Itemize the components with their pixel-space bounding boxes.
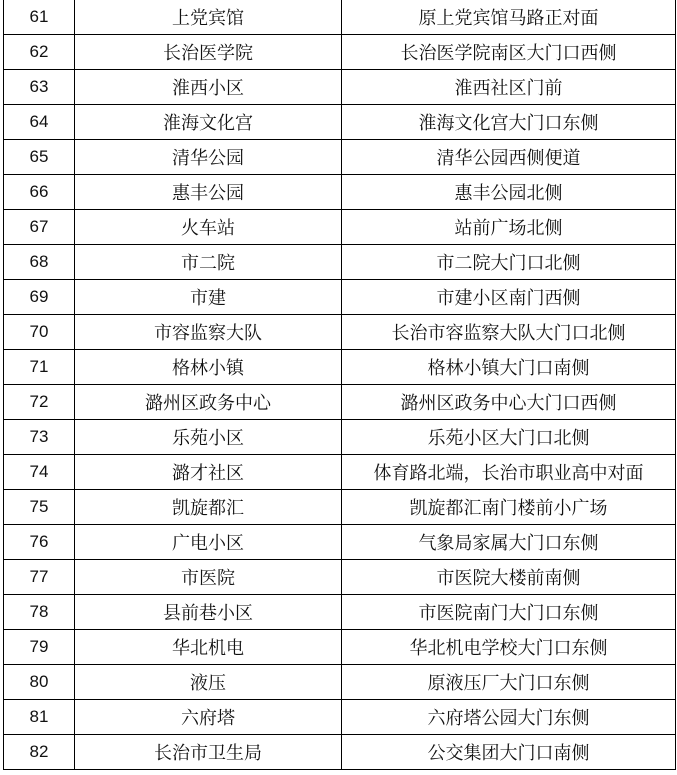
stop-location-table	[3, 0, 676, 770]
row-number-cell: 68	[4, 245, 75, 280]
stop-location-cell: 凯旋都汇南门楼前小广场	[342, 490, 676, 525]
stop-name-cell: 淮海文化宫	[75, 105, 342, 140]
table-row	[4, 175, 676, 210]
stop-name-cell: 市建	[75, 280, 342, 315]
stop-name-cell: 淮西小区	[75, 70, 342, 105]
table-row	[4, 700, 676, 735]
row-number-cell: 61	[4, 0, 75, 35]
stop-name-cell: 市二院	[75, 245, 342, 280]
stop-location-cell: 体育路北端，长治市职业高中对面	[342, 455, 676, 490]
row-number-cell: 75	[4, 490, 75, 525]
row-number-cell: 64	[4, 105, 75, 140]
row-number-cell: 73	[4, 420, 75, 455]
row-number-cell: 81	[4, 700, 75, 735]
stop-location-cell: 站前广场北侧	[342, 210, 676, 245]
stop-name-cell: 潞州区政务中心	[75, 385, 342, 420]
table-body	[4, 0, 676, 770]
stop-name-cell: 广电小区	[75, 525, 342, 560]
row-number-cell: 77	[4, 560, 75, 595]
stop-name-cell: 火车站	[75, 210, 342, 245]
table-row	[4, 210, 676, 245]
row-number-cell: 65	[4, 140, 75, 175]
row-number-cell: 69	[4, 280, 75, 315]
table-row	[4, 35, 676, 70]
table-row	[4, 735, 676, 770]
row-number-cell: 67	[4, 210, 75, 245]
row-number-cell: 74	[4, 455, 75, 490]
stop-name-cell: 潞才社区	[75, 455, 342, 490]
table-row	[4, 280, 676, 315]
table-row	[4, 490, 676, 525]
table-row	[4, 525, 676, 560]
table-row	[4, 595, 676, 630]
table-row	[4, 105, 676, 140]
stop-name-cell: 六府塔	[75, 700, 342, 735]
row-number-cell: 70	[4, 315, 75, 350]
row-number-cell: 78	[4, 595, 75, 630]
stop-table-container	[3, 0, 676, 770]
stop-name-cell: 市医院	[75, 560, 342, 595]
table-row	[4, 630, 676, 665]
table-row	[4, 0, 676, 35]
stop-location-cell: 格林小镇大门口南侧	[342, 350, 676, 385]
stop-location-cell: 六府塔公园大门东侧	[342, 700, 676, 735]
table-row	[4, 70, 676, 105]
row-number-cell: 76	[4, 525, 75, 560]
table-row	[4, 420, 676, 455]
stop-name-cell: 凯旋都汇	[75, 490, 342, 525]
table-row	[4, 385, 676, 420]
stop-name-cell: 乐苑小区	[75, 420, 342, 455]
stop-location-cell: 清华公园西侧便道	[342, 140, 676, 175]
row-number-cell: 82	[4, 735, 75, 770]
row-number-cell: 80	[4, 665, 75, 700]
stop-name-cell: 县前巷小区	[75, 595, 342, 630]
stop-name-cell: 长治市卫生局	[75, 735, 342, 770]
stop-location-cell: 原液压厂大门口东侧	[342, 665, 676, 700]
table-row	[4, 665, 676, 700]
row-number-cell: 63	[4, 70, 75, 105]
stop-name-cell: 上党宾馆	[75, 0, 342, 35]
stop-location-cell: 市建小区南门西侧	[342, 280, 676, 315]
row-number-cell: 62	[4, 35, 75, 70]
stop-name-cell: 惠丰公园	[75, 175, 342, 210]
stop-name-cell: 市容监察大队	[75, 315, 342, 350]
stop-location-cell: 市二院大门口北侧	[342, 245, 676, 280]
table-row	[4, 560, 676, 595]
stop-location-cell: 长治医学院南区大门口西侧	[342, 35, 676, 70]
row-number-cell: 72	[4, 385, 75, 420]
stop-location-cell: 淮海文化宫大门口东侧	[342, 105, 676, 140]
table-row	[4, 350, 676, 385]
row-number-cell: 66	[4, 175, 75, 210]
table-row	[4, 140, 676, 175]
row-number-cell: 79	[4, 630, 75, 665]
stop-location-cell: 公交集团大门口南侧	[342, 735, 676, 770]
stop-name-cell: 液压	[75, 665, 342, 700]
stop-name-cell: 格林小镇	[75, 350, 342, 385]
stop-name-cell: 清华公园	[75, 140, 342, 175]
stop-location-cell: 原上党宾馆马路正对面	[342, 0, 676, 35]
table-row	[4, 455, 676, 490]
stop-location-cell: 长治市容监察大队大门口北侧	[342, 315, 676, 350]
stop-location-cell: 潞州区政务中心大门口西侧	[342, 385, 676, 420]
row-number-cell: 71	[4, 350, 75, 385]
stop-name-cell: 华北机电	[75, 630, 342, 665]
table-row	[4, 245, 676, 280]
stop-location-cell: 市医院南门大门口东侧	[342, 595, 676, 630]
stop-name-cell: 长治医学院	[75, 35, 342, 70]
stop-location-cell: 淮西社区门前	[342, 70, 676, 105]
stop-location-cell: 惠丰公园北侧	[342, 175, 676, 210]
stop-location-cell: 华北机电学校大门口东侧	[342, 630, 676, 665]
stop-location-cell: 气象局家属大门口东侧	[342, 525, 676, 560]
table-row	[4, 315, 676, 350]
stop-location-cell: 市医院大楼前南侧	[342, 560, 676, 595]
stop-location-cell: 乐苑小区大门口北侧	[342, 420, 676, 455]
